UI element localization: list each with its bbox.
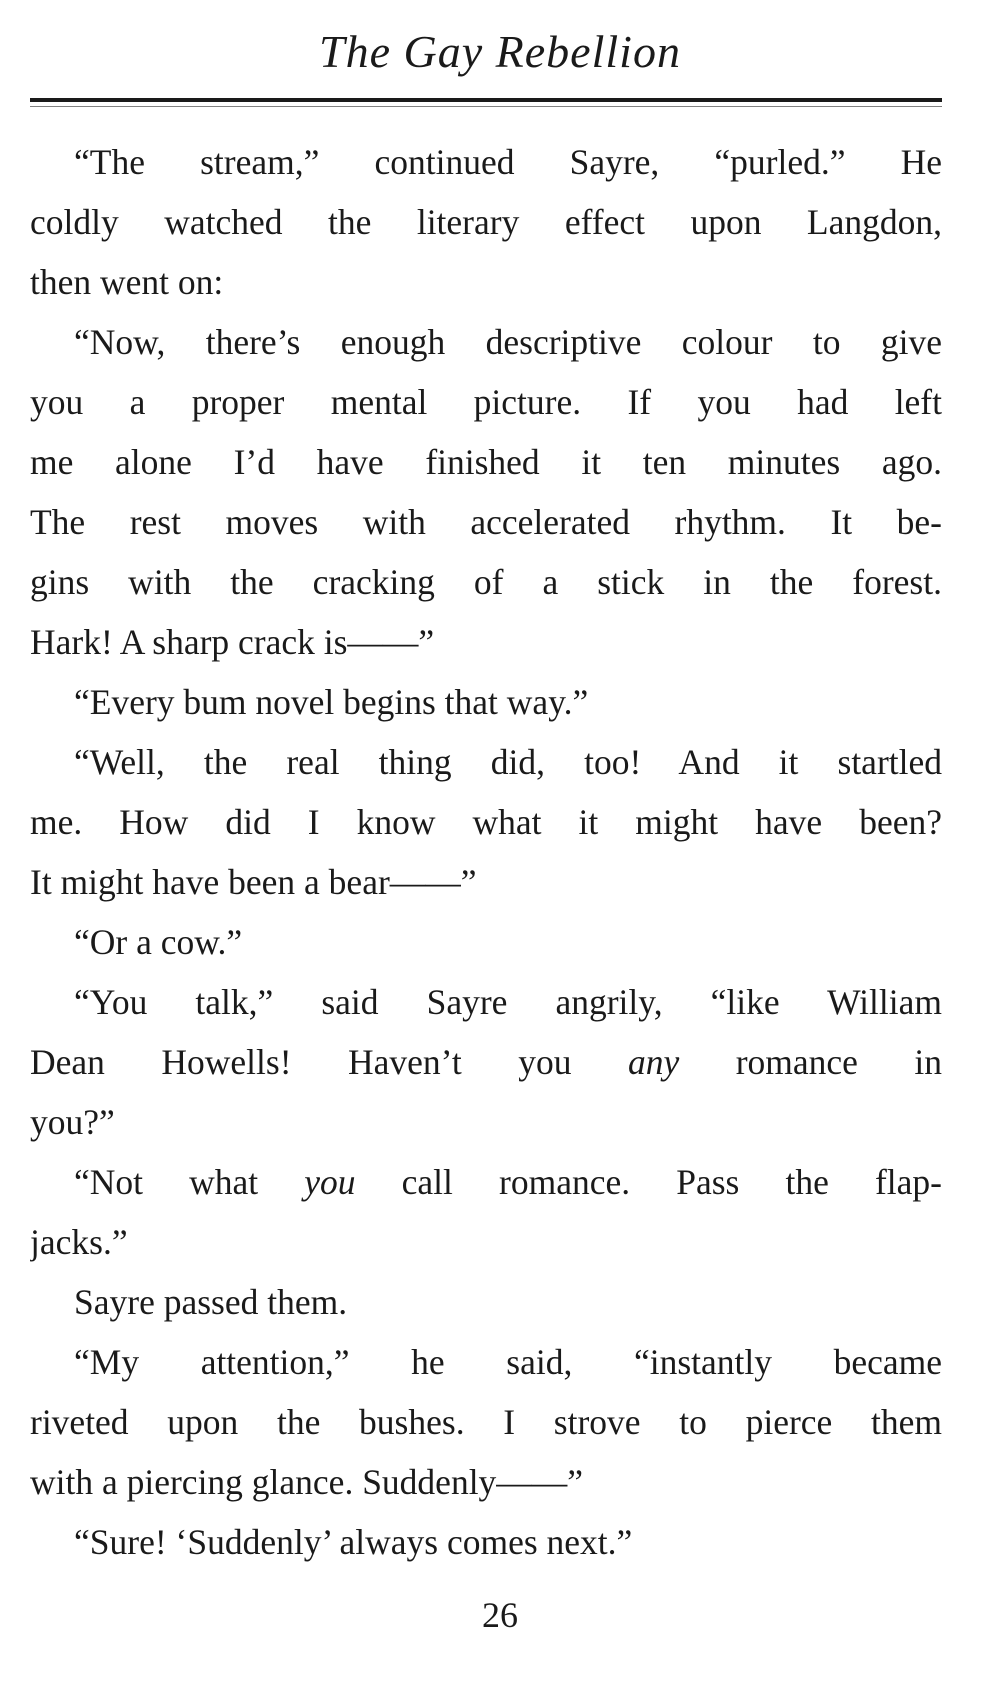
text-line: “My attention,” he said, “instantly became (74, 1342, 942, 1382)
page-number: 26 (482, 1595, 518, 1635)
italic-word: you (304, 1162, 356, 1202)
text-line: me. How did I know what it might have been? (30, 802, 942, 842)
text-segment: “Not what (74, 1162, 305, 1202)
text-segment: romance in (679, 1042, 942, 1082)
text-line: The rest moves with accelerated rhythm. It be- (30, 502, 942, 542)
running-title: The Gay Rebellion (319, 26, 681, 77)
text-line: with a piercing glance. Suddenly——” (30, 1462, 584, 1502)
text-segment: Dean Howells! Haven’t you (30, 1042, 628, 1082)
text-line: Sayre passed them. (74, 1282, 348, 1322)
italic-word: any (627, 1042, 680, 1082)
text-line: riveted upon the bushes. I strove to pierce them (30, 1402, 942, 1442)
text-line: “Well, the real thing did, too! And it startled (74, 742, 942, 782)
text-line: you a proper mental picture. If you had left (30, 382, 942, 422)
text-line: gins with the cracking of a stick in the forest. (30, 562, 942, 602)
text-line: “You talk,” said Sayre angrily, “like William (74, 982, 942, 1022)
text-line (30, 1152, 942, 1212)
text-line: Hark! A sharp crack is——” (30, 622, 435, 662)
text-line: “The stream,” continued Sayre, “purled.” He (74, 142, 942, 182)
text-line (30, 1032, 942, 1092)
text-line: then went on: (30, 262, 224, 302)
text-line: “Every bum novel begins that way.” (74, 682, 589, 722)
text-line: me alone I’d have finished it ten minutes ago. (30, 442, 942, 482)
text-segment: call romance. Pass the flap- (355, 1162, 942, 1202)
header-rule-thick (30, 98, 942, 102)
text-line: you?” (30, 1102, 115, 1142)
text-line: coldly watched the literary effect upon Langdon, (30, 202, 942, 242)
text-line: “Or a cow.” (74, 922, 243, 962)
text-line: jacks.” (30, 1222, 128, 1262)
text-line: “Sure! ‘Suddenly’ always comes next.” (74, 1522, 633, 1562)
text-line: “Now, there’s enough descriptive colour to give (74, 322, 942, 362)
body-text (30, 132, 942, 1572)
header-rule-thin (30, 106, 942, 107)
text-line: It might have been a bear——” (30, 862, 477, 902)
